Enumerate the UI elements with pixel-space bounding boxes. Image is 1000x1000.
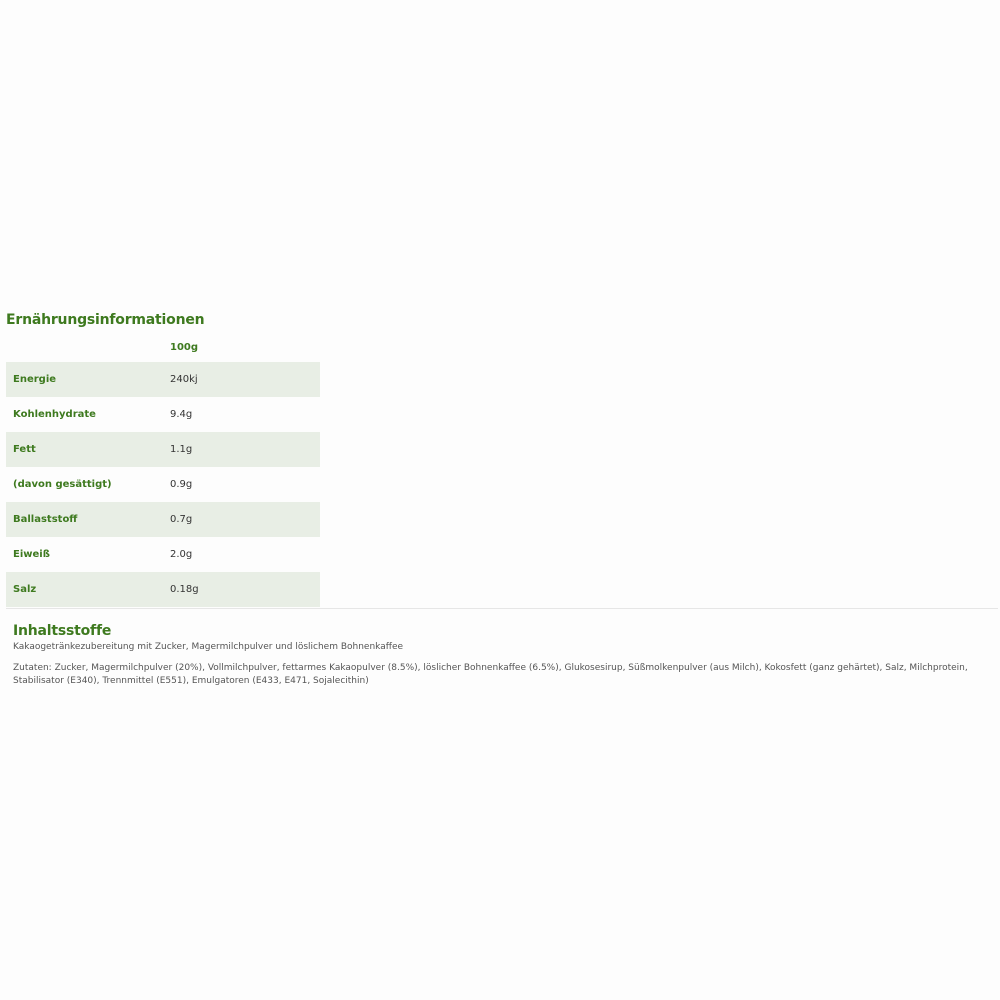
nutrient-label: Fett <box>6 432 163 467</box>
nutrient-label: Kohlenhydrate <box>13 409 96 420</box>
nutrient-label: Ballaststoff <box>6 502 163 537</box>
nutrition-section <box>6 308 998 688</box>
nutrient-label: Energie <box>6 362 163 397</box>
nutrient-label: Eiweiß <box>13 549 50 560</box>
nutrition-column-header: 100g <box>170 341 199 353</box>
nutrient-value: 240kj <box>163 362 320 397</box>
nutrient-value: 9.4g <box>170 409 193 420</box>
nutrient-label: Salz <box>6 572 163 607</box>
nutrition-title: Ernährungsinformationen <box>6 312 205 328</box>
nutrient-value: 1.1g <box>163 432 320 467</box>
ingredients-section <box>6 609 998 688</box>
table-row <box>6 572 320 607</box>
ingredients-description: Kakaogetränkezubereitung mit Zucker, Magermilchpulver und löslichem Bohnenkaffee <box>13 642 404 652</box>
nutrient-label: (davon gesättigt) <box>13 479 112 490</box>
nutrition-table <box>6 332 320 607</box>
table-row <box>6 432 320 467</box>
nutrient-value: 0.18g <box>163 572 320 607</box>
nutrition-header-empty <box>6 332 163 362</box>
ingredients-title: Inhaltsstoffe <box>13 623 112 639</box>
ingredients-list: Zutaten: Zucker, Magermilchpulver (20%), Vollmilchpulver, fettarmes Kakaopulver (8.5%), löslicher Bohnenkaffee (6.5%), Glukosesirup, Süßmolkenpulver (aus Milch), Kokosfett (ganz gehärtet), Salz, Milchprotein, Stabilisator (E340), Trennmittel (E551), Emulgatoren (E433, E471, Sojalecithin) <box>13 663 968 686</box>
nutrition-header-row <box>6 332 320 362</box>
table-row <box>6 467 320 502</box>
table-row <box>6 397 320 432</box>
nutrient-value: 0.7g <box>163 502 320 537</box>
nutrient-value: 0.9g <box>170 479 193 490</box>
table-row <box>6 502 320 537</box>
nutrient-value: 2.0g <box>170 549 193 560</box>
table-row <box>6 362 320 397</box>
table-row <box>6 537 320 572</box>
